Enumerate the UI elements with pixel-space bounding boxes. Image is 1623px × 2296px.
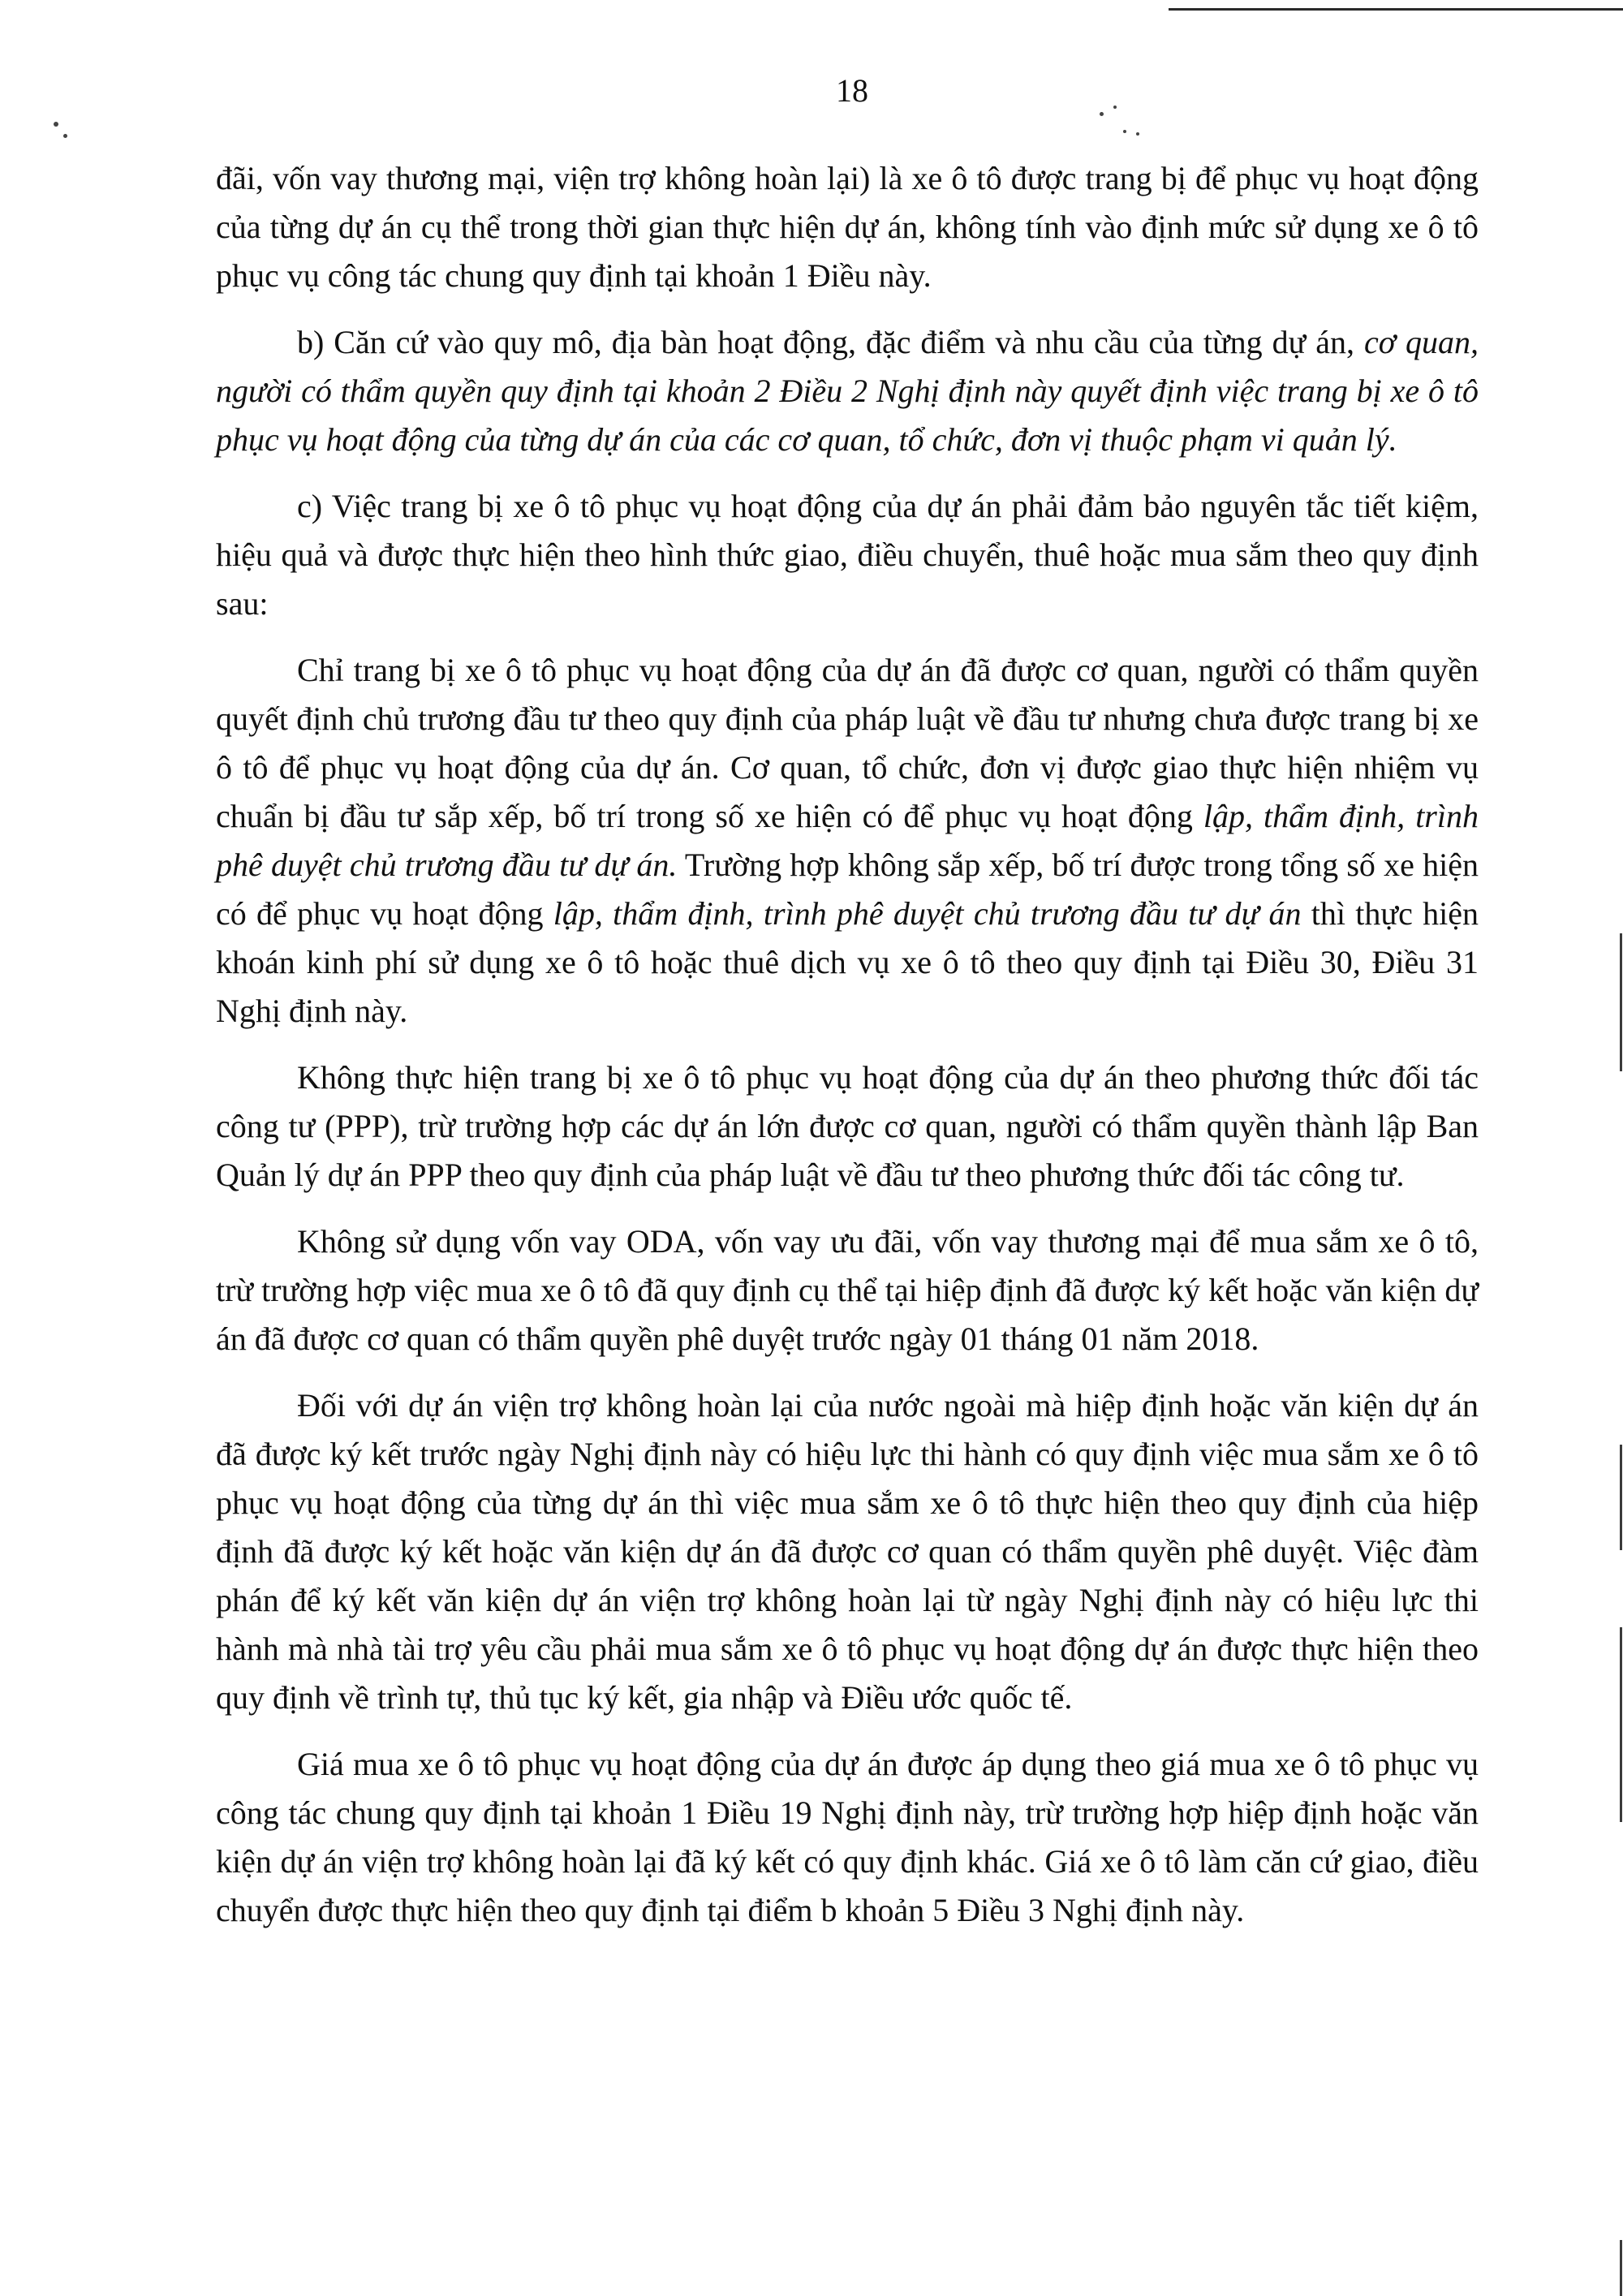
scan-speck (63, 134, 67, 138)
margin-scan-line (1620, 1445, 1622, 1550)
paragraph-trang-bi-part1: Chỉ trang bị xe ô tô phục vụ hoạt động của dự án đã được cơ quan, người có thẩm quyền quyết định chủ trương đầu tư theo quy định của pháp luật về đầu tư nhưng chưa được trang bị xe ô tô để phục vụ hoạt động của dự án. Cơ quan, tổ chức, đơn vị được giao thực hiện nhiệm vụ chuẩn bị đầu tư sắp xếp, bố trí trong số xe hiện có để phục vụ hoạt động (216, 652, 1479, 834)
scan-speck (1100, 112, 1104, 116)
page-number: 18 (836, 72, 868, 109)
paragraph-c: c) Việc trang bị xe ô tô phục vụ hoạt động của dự án phải đảm bảo nguyên tắc tiết kiệm, hiệu quả và được thực hiện theo hình thức giao, điều chuyển, thuê hoặc mua sắm theo quy định sau: (216, 488, 1479, 622)
paragraph-gia-mua: Giá mua xe ô tô phục vụ hoạt động của dự án được áp dụng theo giá mua xe ô tô phục vụ công tác chung quy định tại khoản 1 Điều 19 Nghị định này, trừ trường hợp hiệp định hoặc văn kiện dự án viện trợ không hoàn lại đã ký kết có quy định khác. Giá xe ô tô làm căn cứ giao, điều chuyển được thực hiện theo quy định tại điểm b khoản 5 Điều 3 Nghị định này. (216, 1746, 1479, 1928)
paragraph-oda: Không sử dụng vốn vay ODA, vốn vay ưu đãi, vốn vay thương mại để mua sắm xe ô tô, trừ trường hợp việc mua xe ô tô đã quy định cụ thể tại hiệp định đã được ký kết hoặc văn kiện dự án đã được cơ quan có thẩm quyền phê duyệt trước ngày 01 tháng 01 năm 2018. (216, 1223, 1479, 1357)
paragraph-trang-bi-part3: thì thực hiện khoán kinh phí sử dụng xe ô tô hoặc thuê dịch vụ xe ô tô theo quy định tại Điều 30, Điều 31 Nghị định này. (216, 895, 1479, 1029)
document-body (216, 154, 1479, 1953)
paragraph-continuation: đãi, vốn vay thương mại, viện trợ không hoàn lại) là xe ô tô được trang bị để phục vụ hoạt động của từng dự án cụ thể trong thời gian thực hiện dự án, không tính vào định mức sử dụng xe ô tô phục vụ công tác chung quy định tại khoản 1 Điều này. (216, 160, 1479, 294)
paragraph-ppp: Không thực hiện trang bị xe ô tô phục vụ hoạt động của dự án theo phương thức đối tác công tư (PPP), trừ trường hợp các dự án lớn được cơ quan, người có thẩm quyền thành lập Ban Quản lý dự án PPP theo quy định của pháp luật về đầu tư theo phương thức đối tác công tư. (216, 1059, 1479, 1193)
paragraph-trang-bi-italic1: lập, thẩm định, trình phê duyệt chủ trương đầu tư dự án. (216, 798, 1479, 883)
paragraph-b-lead: b) Căn cứ vào quy mô, địa bàn hoạt động, đặc điểm và nhu cầu của từng dự án, (297, 324, 1364, 360)
paragraph-trang-bi-italic2: lập, thẩm định, trình phê duyệt chủ trương đầu tư dự án (553, 895, 1302, 932)
scan-speck (54, 122, 58, 127)
paragraph-trang-bi-part2: Trường hợp không sắp xếp, bố trí được trong tổng số xe hiện có để phục vụ hoạt động (216, 846, 1479, 932)
margin-scan-line (1620, 2240, 1622, 2296)
margin-scan-line (1620, 1627, 1622, 1822)
paragraph-b (216, 318, 1479, 464)
margin-scan-line (1620, 933, 1622, 1071)
scan-speck (1123, 130, 1126, 133)
paragraph-trang-bi (216, 646, 1479, 1036)
scan-speck (1136, 132, 1139, 136)
top-rule (1169, 8, 1623, 11)
paragraph-b-italic: cơ quan, người có thẩm quyền quy định tại khoản 2 Điều 2 Nghị định này quyết định việc trang bị xe ô tô phục vụ hoạt động của từng dự án của các cơ quan, tổ chức, đơn vị thuộc phạm vi quản lý. (216, 324, 1479, 458)
paragraph-vien-tro: Đối với dự án viện trợ không hoàn lại của nước ngoài mà hiệp định hoặc văn kiện dự án đã được ký kết trước ngày Nghị định này có hiệu lực thi hành có quy định việc mua sắm xe ô tô phục vụ hoạt động của từng dự án thì việc mua sắm xe ô tô thực hiện theo quy định của hiệp định đã được ký kết hoặc văn kiện dự án đã được cơ quan có thẩm quyền phê duyệt. Việc đàm phán để ký kết văn kiện dự án viện trợ không hoàn lại từ ngày Nghị định này có hiệu lực thi hành mà nhà tài trợ yêu cầu phải mua sắm xe ô tô phục vụ hoạt động dự án được thực hiện theo quy định về trình tự, thủ tục ký kết, gia nhập và Điều ước quốc tế. (216, 1387, 1479, 1716)
scan-speck (1113, 106, 1117, 109)
